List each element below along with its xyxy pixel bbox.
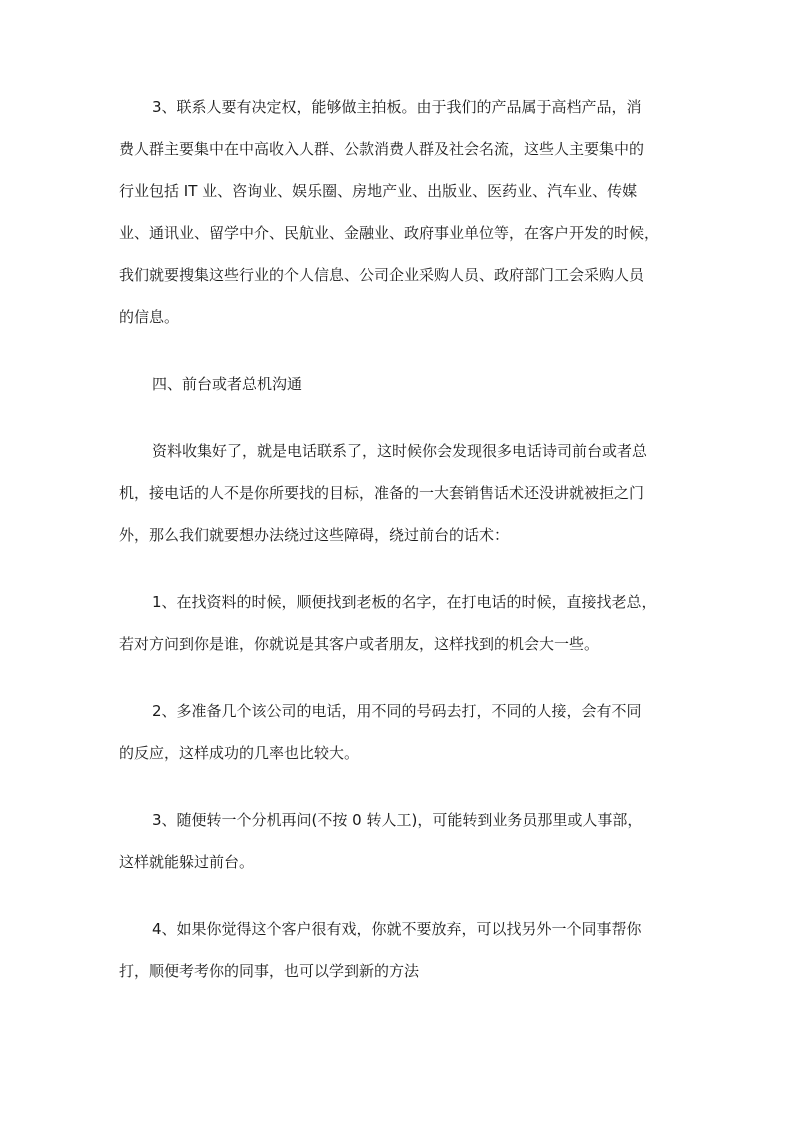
list-item [119,592,679,654]
paragraph-line: 打，顺便考考你的同事，也可以学到新的方法 [119,962,420,980]
paragraph-line: 机，接电话的人不是你所要找的目标，准备的一大套销售话术还没讲就被拒之门 [119,484,645,502]
paragraph-contact-authority [119,97,679,327]
paragraph-line: 3、随便转一个分机再问(不按 0 转人工)，可能转到业务员那里或人事部， [152,811,643,829]
list-item [119,919,679,981]
paragraph-line: 的反应，这样成功的几率也比较大。 [119,744,360,762]
paragraph-line: 这样就能躲过前台。 [119,853,255,871]
document-body [119,97,679,981]
paragraph-intro [119,441,679,545]
paragraph-line: 外，那么我们就要想办法绕过这些障碍，绕过前台的话术： [119,526,510,544]
section-heading [119,374,679,394]
paragraph-line: 资料收集好了，就是电话联系了，这时候你会发现很多电话诗司前台或者总 [152,442,648,460]
list-item [119,810,679,872]
paragraph-line: 3、联系人要有决定权，能够做主拍板。由于我们的产品属于高档产品，消 [152,98,642,116]
paragraph-line: 行业包括 IT 业、咨询业、娱乐圈、房地产业、出版业、医药业、汽车业、传媒 [119,182,638,200]
paragraph-line: 1、在找资料的时候，顺便找到老板的名字，在打电话的时候，直接找老总， [152,593,657,611]
section-heading-text: 四、前台或者总机沟通 [152,375,303,393]
paragraph-line: 4、如果你觉得这个客户很有戏，你就不要放弃，可以找另外一个同事帮你 [152,920,642,938]
paragraph-line: 业、通讯业、留学中介、民航业、金融业、政府事业单位等，在客户开发的时候， [119,224,660,242]
paragraph-line: 费人群主要集中在中高收入人群、公款消费人群及社会名流，这些人主要集中的 [119,140,645,158]
paragraph-line: 若对方问到你是谁，你就说是其客户或者朋友，这样找到的机会大一些。 [119,635,600,653]
list-item [119,701,679,763]
paragraph-line: 的信息。 [119,308,180,326]
paragraph-line: 我们就要搜集这些行业的个人信息、公司企业采购人员、政府部门工会采购人员 [119,266,645,284]
paragraph-line: 2、多准备几个该公司的电话，用不同的号码去打，不同的人接，会有不同 [152,702,642,720]
